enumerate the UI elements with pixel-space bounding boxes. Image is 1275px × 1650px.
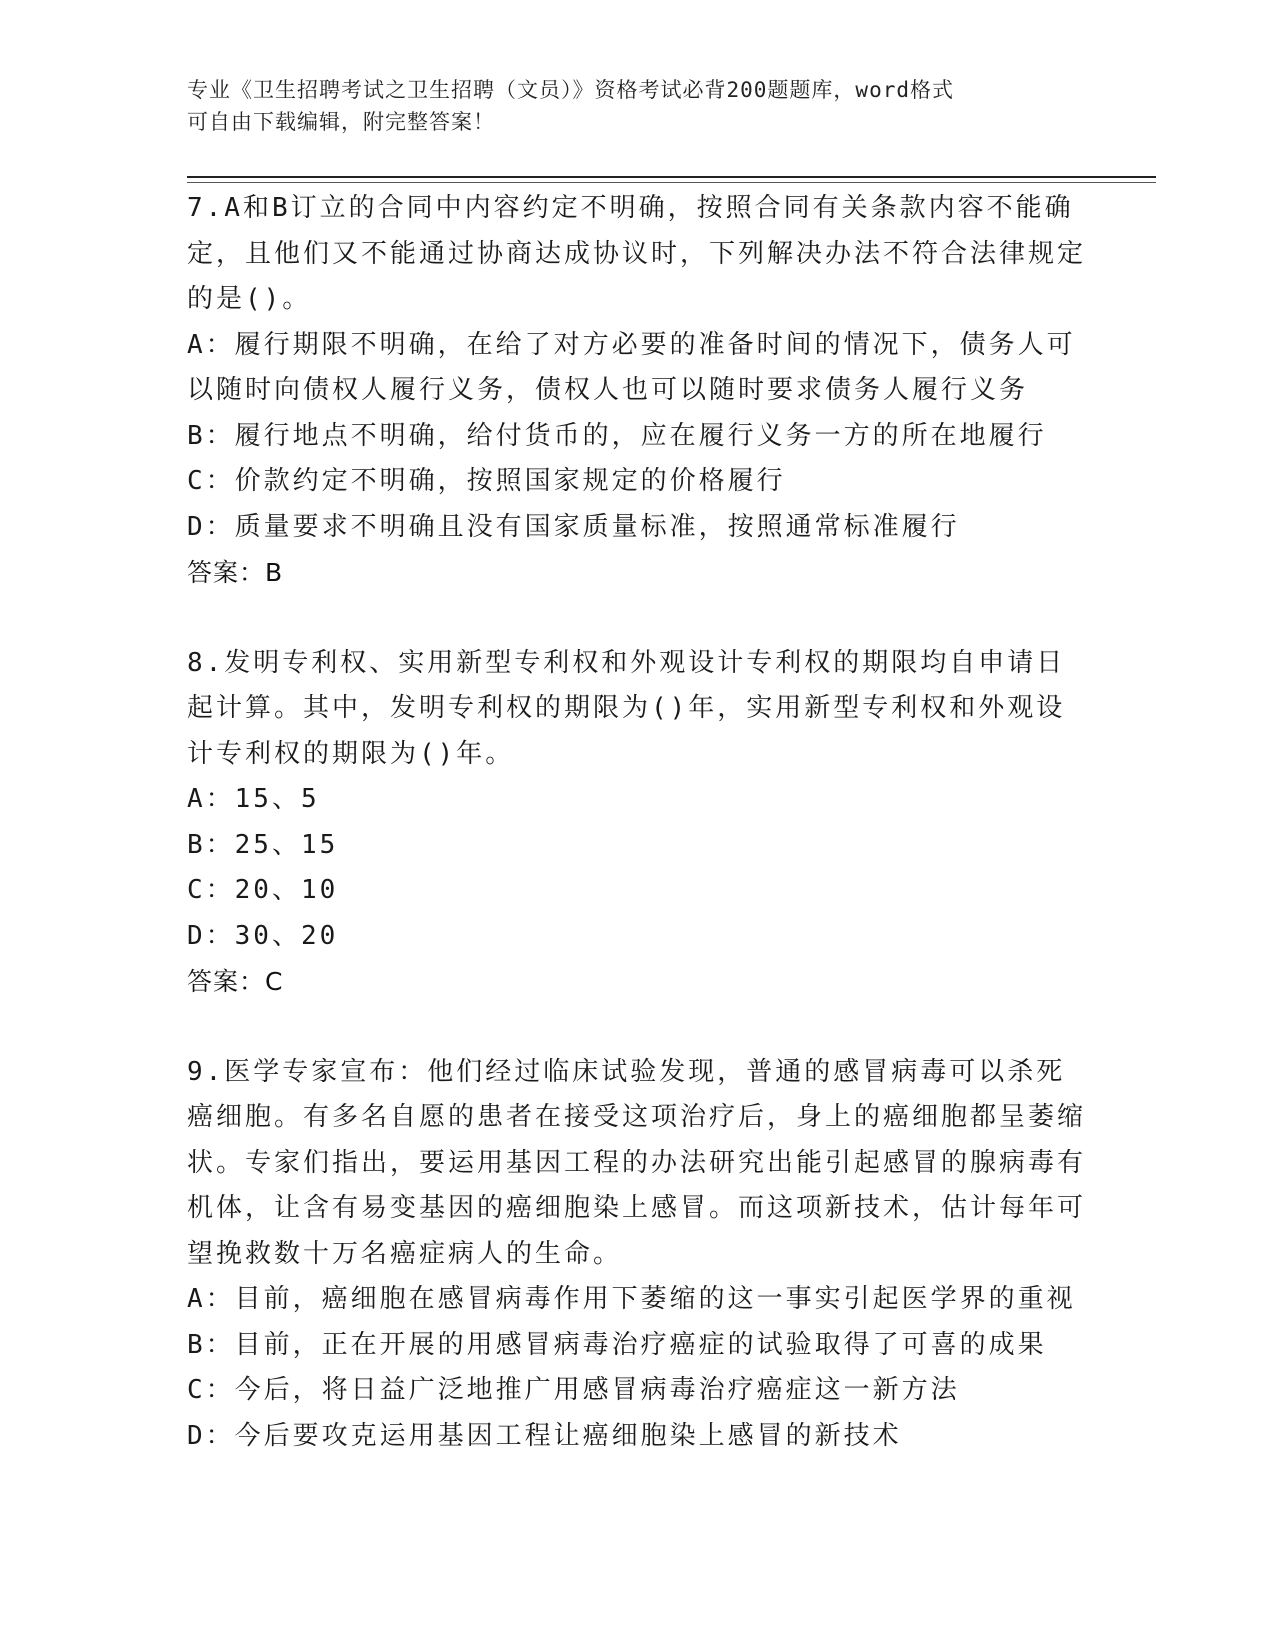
header-divider-thick xyxy=(187,176,1156,178)
question-stem: 9.医学专家宣布：他们经过临床试验发现，普通的感冒病毒可以杀死癌细胞。有多名自愿的患者在接受这项治疗后，身上的癌细胞都呈萎缩状。专家们指出，要运用基因工程的办法研究出能引起感冒的腺病毒有机体，让含有易变基因的癌细胞染上感冒。而这项新技术，估计每年可望挽救数十万名癌症病人的生命。 xyxy=(187,1056,1087,1269)
header-line-1: 专业《卫生招聘考试之卫生招聘（文员）》资格考试必背200题题库，word格式 xyxy=(187,78,954,102)
option-d: D：今后要攻克运用基因工程让癌细胞染上感冒的新技术 xyxy=(187,1420,902,1451)
block-spacer xyxy=(187,596,1087,641)
page-header xyxy=(187,74,1087,138)
option-a: A：履行期限不明确，在给了对方必要的准备时间的情况下，债务人可以随时向债权人履行义务，债权人也可以随时要求债务人履行义务 xyxy=(187,329,1076,405)
header-divider-thin xyxy=(187,182,1156,183)
option-c: C：20、10 xyxy=(187,875,339,905)
option-d: D：30、20 xyxy=(187,920,339,951)
question-block-9 xyxy=(187,1050,1087,1460)
option-b: B：25、15 xyxy=(187,829,339,860)
question-list xyxy=(187,186,1087,1459)
option-d: D：质量要求不明确且没有国家质量标准，按照通常标准履行 xyxy=(187,511,960,542)
block-spacer xyxy=(187,1005,1087,1050)
option-a: A：15、5 xyxy=(187,784,320,814)
question-stem: 7.A和B订立的合同中内容约定不明确，按照合同有关条款内容不能确定，且他们又不能通过协商达成协议时，下列解决办法不符合法律规定的是()。 xyxy=(187,193,1087,314)
question-block-7 xyxy=(187,186,1087,596)
option-b: B：履行地点不明确，给付货币的，应在履行义务一方的所在地履行 xyxy=(187,420,1047,451)
question-block-8 xyxy=(187,641,1087,1005)
option-a: A：目前，癌细胞在感冒病毒作用下萎缩的这一事实引起医学界的重视 xyxy=(187,1284,1076,1314)
option-b: B：目前，正在开展的用感冒病毒治疗癌症的试验取得了可喜的成果 xyxy=(187,1329,1047,1360)
option-c: C：价款约定不明确，按照国家规定的价格履行 xyxy=(187,466,786,496)
answer-label: 答案：C xyxy=(187,967,284,996)
option-c: C：今后，将日益广泛地推广用感冒病毒治疗癌症这一新方法 xyxy=(187,1375,960,1405)
answer-label: 答案：B xyxy=(187,558,284,587)
question-stem: 8.发明专利权、实用新型专利权和外观设计专利权的期限均自申请日起计算。其中，发明专利权的期限为()年，实用新型专利权和外观设计专利权的期限为()年。 xyxy=(187,647,1066,769)
header-line-2: 可自由下载编辑，附完整答案！ xyxy=(187,110,495,134)
